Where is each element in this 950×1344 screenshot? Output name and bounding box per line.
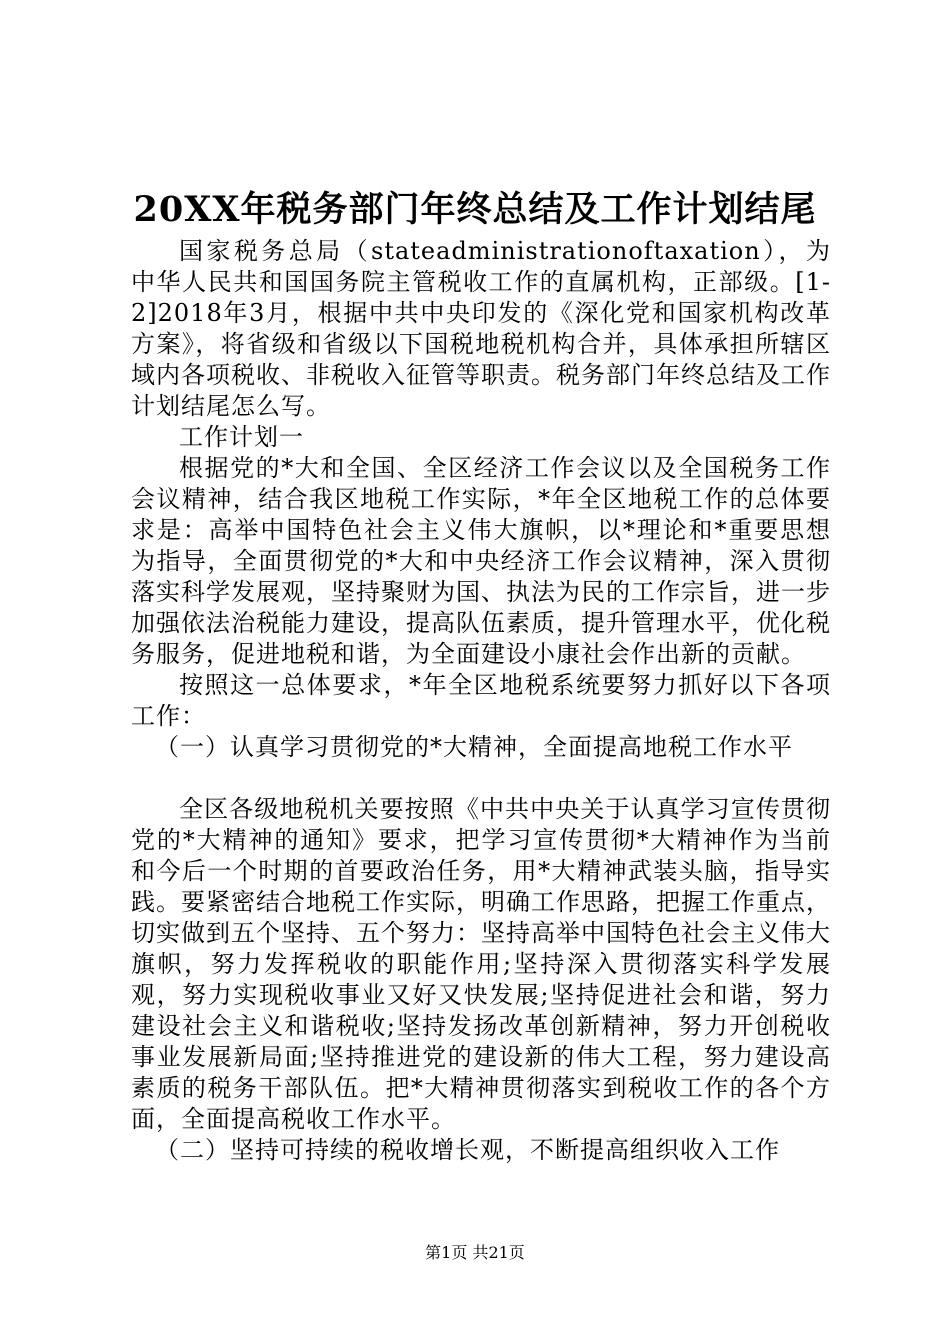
subsection-heading: （二）坚持可持续的税收增长观，不断提高组织收入工作 bbox=[155, 1136, 780, 1164]
document-body bbox=[131, 236, 831, 1166]
subsection-heading: （一）认真学习贯彻党的*大精神，全面提高地税工作水平 bbox=[155, 733, 793, 761]
intro-paragraph: 国家税务总局（stateadministrationoftaxation），为中华人民共和国国务院主管税收工作的直属机构，正部级。[1-2]2018年3月，根据中共中央印发的《深化党和国家机构改革方案》，将省级和省级以下国税地税机构合并，具体承担所辖区域内各项税收、非税收入征管等职责。税务部门年终总结及工作计划结尾怎么写。 bbox=[131, 237, 831, 420]
page-footer: 第1页 共21页 bbox=[425, 1243, 525, 1262]
document-title: 20XX年税务部门年终总结及工作计划结尾 bbox=[133, 189, 817, 230]
section-label: 工作计划一 bbox=[179, 423, 304, 451]
body-paragraph: 按照这一总体要求，*年全区地税系统要努力抓好以下各项工作： bbox=[131, 671, 831, 730]
body-paragraph: 全区各级地税机关要按照《中共中央关于认真学习宣传贯彻党的*大精神的通知》要求，把学习宣传贯彻*大精神作为当前和今后一个时期的首要政治任务，用*大精神武装头脑，指导实践。要紧密结合地税工作实际，明确工作思路，把握工作重点，切实做到五个坚持、五个努力：坚持高举中国特色社会主义伟大旗帜，努力发挥税收的职能作用;坚持深入贯彻落实科学发展观，努力实现税收事业又好又快发展;坚持促进社会和谐，努力建设社会主义和谐税收;坚持发扬改革创新精神，努力开创税收事业发展新局面;坚持推进党的建设新的伟大工程，努力建设高素质的税务干部队伍。把*大精神贯彻落实到税收工作的各个方面，全面提高税收工作水平。 bbox=[131, 795, 831, 1133]
body-paragraph: 根据党的*大和全国、全区经济工作会议以及全国税务工作会议精神，结合我区地税工作实际，*年全区地税工作的总体要求是：高举中国特色社会主义伟大旗帜，以*理论和*重要思想为指导，全面贯彻党的*大和中央经济工作会议精神，深入贯彻落实科学发展观，坚持聚财为国、执法为民的工作宗旨，进一步加强依法治税能力建设，提高队伍素质，提升管理水平，优化税务服务，促进地税和谐，为全面建设小康社会作出新的贡献。 bbox=[131, 454, 831, 668]
